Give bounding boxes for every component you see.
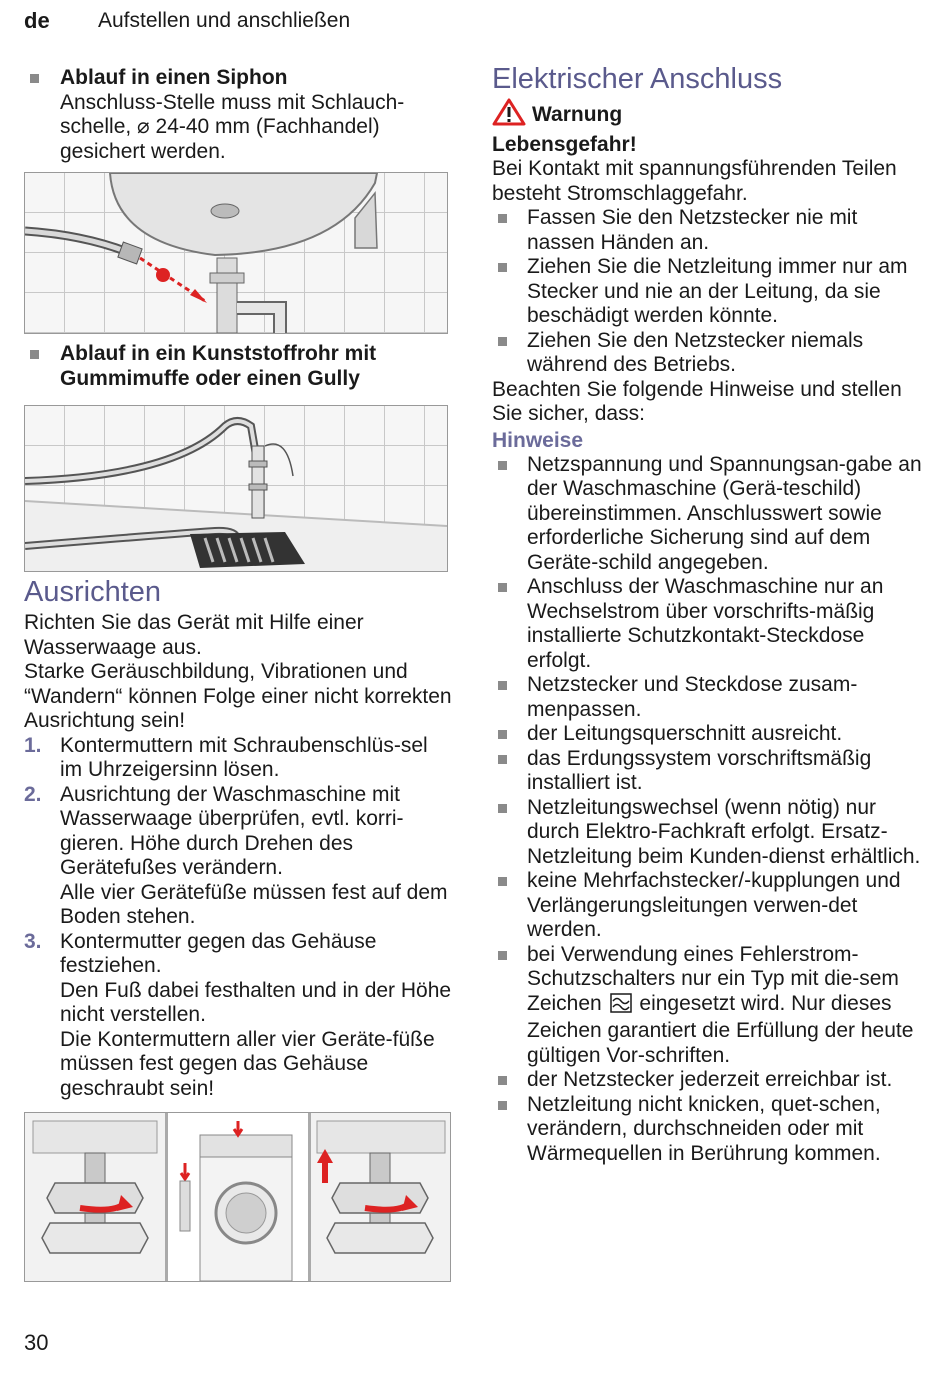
step-1-text: Kontermuttern mit Schraubenschlüs-sel im Uhrzeigersinn lösen.: [60, 733, 428, 781]
ausrichten-heading: Ausrichten: [24, 576, 162, 608]
rcd-text-before: bei Verwendung eines Fehlerstrom-Schutzschalters nur ein Typ mit die-sem Zeichen: [527, 942, 899, 1015]
gully-section: [24, 342, 454, 391]
rcd-symbol-icon: [610, 993, 632, 1020]
note-item: [492, 453, 922, 576]
gully-illustration: [24, 405, 448, 572]
hinweise-heading: Hinweise: [492, 428, 584, 452]
step-1: [24, 734, 454, 783]
step-3-text: Kontermutter gegen das Gehäuse festziehen.: [60, 929, 377, 977]
note-item-text: das Erdungssystem vorschriftsmäßig installiert ist.: [527, 746, 872, 794]
electrical-heading: Elektrischer Anschluss: [492, 63, 783, 95]
electrical-section: [492, 62, 922, 1166]
warning-item: [492, 255, 922, 329]
header-language: de: [24, 8, 50, 33]
step-2: [24, 783, 454, 930]
note-item-text: Netzspannung und Spannungsan-gabe an der Waschmaschine (Gerä-teschild) übereinstimmen. Anschlusswert sowie erforderliche Sicherung sind auf dem Geräte-schild angegeben.: [527, 452, 922, 574]
note-item: [492, 1093, 922, 1167]
note-item: [492, 722, 922, 747]
warning-label: Warnung: [532, 103, 623, 126]
warning-triangle-icon: [492, 98, 526, 133]
note-item-text: keine Mehrfachstecker/-kupplungen und Verlängerungsleitungen verwen-det werden.: [527, 869, 901, 941]
danger-text: Bei Kontakt mit spannungsführenden Teilen besteht Stromschlaggefahr.: [492, 157, 897, 205]
alignment-illustration: [24, 1112, 451, 1282]
ausrichten-paragraph-1: Richten Sie das Gerät mit Hilfe einer Wasserwaage aus.: [24, 611, 364, 659]
note-item: [492, 796, 922, 870]
warning-label-row: [492, 98, 922, 133]
rcd-text-after: eingesetzt wird. Nur dieses Zeichen garantiert die Erfüllung der heute gültigen Vor-schriften.: [527, 991, 914, 1067]
warning-item-text: Ziehen Sie den Netzstecker niemals während des Betriebs.: [527, 328, 864, 376]
step-2-text: Ausrichtung der Waschmaschine mit Wasserwaage überprüfen, evtl. korri-gieren. Höhe durch Drehen des Gerätefußes verändern.: [60, 782, 404, 879]
step-3-number: 3.: [24, 929, 42, 953]
header-title: Aufstellen und anschließen: [98, 9, 351, 32]
notes-intro: Beachten Sie folgende Hinweise und stellen Sie sicher, dass:: [492, 377, 902, 425]
note-item-text: Netzleitung nicht knicken, quet-schen, verändern, durchschneiden oder mit Wärmequellen in Berührung kommen.: [527, 1092, 881, 1165]
siphon-title: Ablauf in einen Siphon: [60, 66, 288, 89]
page-number: 30: [24, 1330, 49, 1355]
note-item-text: der Leitungsquerschnitt ausreicht.: [527, 722, 843, 745]
step-3-extra: Den Fuß dabei festhalten und in der Höhe nicht verstellen.: [60, 978, 452, 1026]
note-item: [492, 869, 922, 943]
warning-item: [492, 329, 922, 378]
note-item: [492, 747, 922, 796]
warning-item-text: Fassen Sie den Netzstecker nie mit nassen Händen an.: [527, 206, 858, 254]
step-1-number: 1.: [24, 733, 42, 757]
ausrichten-paragraph-2: Starke Geräuschbildung, Vibrationen und “Wandern“ können Folge einer nicht korrekten Ausrichtung sein!: [24, 660, 452, 732]
step-3-extra-2: Die Kontermuttern aller vier Geräte-füße müssen fest gegen das Gehäuse geschraubt sein!: [60, 1027, 435, 1100]
siphon-text: Anschluss-Stelle muss mit Schlauch-schelle, ⌀ 24-40 mm (Fachhandel) gesichert werden.: [60, 90, 405, 163]
note-item-text: der Netzstecker jederzeit erreichbar ist.: [527, 1068, 893, 1091]
note-item-text: Anschluss der Waschmaschine nur an Wechselstrom über vorschrifts-mäßig installierte Schutzkontakt-Steckdose erfolgt.: [527, 575, 884, 672]
note-item-rcd: [492, 943, 922, 1069]
gully-title: Ablauf in ein Kunststoffrohr mit Gummimuffe oder einen Gully: [60, 342, 377, 390]
note-item-text: Netzstecker und Steckdose zusam-menpassen.: [527, 673, 858, 721]
danger-title: Lebensgefahr!: [492, 132, 637, 156]
note-item: [492, 1068, 922, 1093]
step-2-extra: Alle vier Gerätefüße müssen fest auf dem Boden stehen.: [60, 880, 448, 928]
step-3: [24, 930, 454, 1102]
ausrichten-section: [24, 575, 454, 1101]
siphon-section: [24, 66, 454, 164]
warning-item-text: Ziehen Sie die Netzleitung immer nur am Stecker und nie an der Leitung, da sie beschädigt werden könnte.: [527, 255, 908, 327]
note-item-text: Netzleitungswechsel (wenn nötig) nur durch Elektro-Fachkraft erfolgt. Ersatz-Netzleitung beim Kunden-dienst erhältlich.: [527, 795, 921, 868]
note-item: [492, 673, 922, 722]
note-item: [492, 575, 922, 673]
siphon-illustration: [24, 172, 448, 334]
warning-item: [492, 206, 922, 255]
step-2-number: 2.: [24, 782, 42, 806]
